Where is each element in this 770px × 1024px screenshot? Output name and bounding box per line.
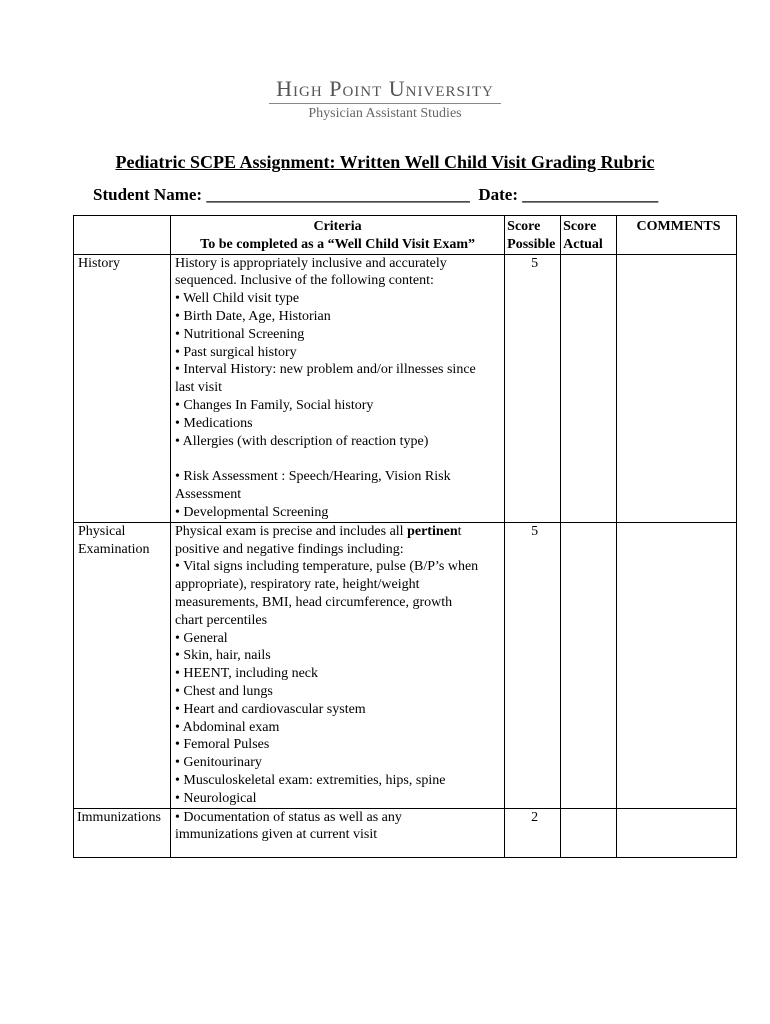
table-row-physical-examination <box>74 522 737 808</box>
score-possible-header: Score Possible <box>505 216 561 255</box>
criteria-header: Criteria <box>313 219 362 234</box>
category-cell: Physical Examination <box>74 522 171 808</box>
comments-cell[interactable] <box>617 254 737 522</box>
table-row-immunizations <box>74 808 737 857</box>
comments-cell[interactable] <box>617 808 737 857</box>
category-cell: History <box>74 254 171 522</box>
score-possible-cell: 2 <box>505 808 561 857</box>
comments-header: COMMENTS <box>617 216 737 255</box>
criteria-subheader: To be completed as a “Well Child Visit Exam” <box>200 236 475 252</box>
logo-divider <box>269 103 501 104</box>
criteria-cell: • Documentation of status as well as any immunizations given at current visit <box>170 808 504 857</box>
department-name: Physician Assistant Studies <box>308 106 462 121</box>
score-possible-cell: 5 <box>505 522 561 808</box>
table-header-row <box>74 216 737 255</box>
document-title: Pediatric SCPE Assignment: Written Well Child Visit Grading Rubric <box>115 152 655 172</box>
comments-cell[interactable] <box>617 522 737 808</box>
score-actual-header: Score Actual <box>561 216 617 255</box>
table-row-history <box>74 254 737 522</box>
university-name: High Point University <box>276 76 494 101</box>
grading-rubric-table <box>73 215 737 858</box>
score-actual-cell[interactable] <box>561 522 617 808</box>
score-actual-cell[interactable] <box>561 254 617 522</box>
category-header-cell <box>74 216 171 255</box>
criteria-cell: Physical exam is precise and includes all pertinent positive and negative findings including: • Vital signs including temperature, pulse (B/P’s when appropriate), respiratory rate, height/weight measurements, BMI, head circumference, growth chart percentiles • General • Skin, hair, nails • HEENT, including neck • Chest and lungs • Heart and cardiovascular system • Abdominal exam • Femoral Pulses • Genitourinary • Musculoskeletal exam: extremities, hips, spine • Neurological <box>170 522 504 808</box>
university-logo <box>0 78 770 122</box>
score-actual-cell[interactable] <box>561 808 617 857</box>
criteria-cell: History is appropriately inclusive and accurately sequenced. Inclusive of the following content: • Well Child visit type • Birth Date, Age, Historian • Nutritional Screening • Past surgical history • Interval History: new problem and/or illnesses since last visit • Changes In Family, Social history • Medications • Allergies (with description of reaction type) • Risk Assessment : Speech/Hearing, Vision Risk Assessment • Developmental Screening <box>170 254 504 522</box>
student-name-date-line: Student Name: _______________________________ Date: ________________ <box>93 185 659 204</box>
criteria-header-cell <box>170 216 504 255</box>
score-possible-cell: 5 <box>505 254 561 522</box>
category-cell: Immunizations <box>74 808 171 857</box>
